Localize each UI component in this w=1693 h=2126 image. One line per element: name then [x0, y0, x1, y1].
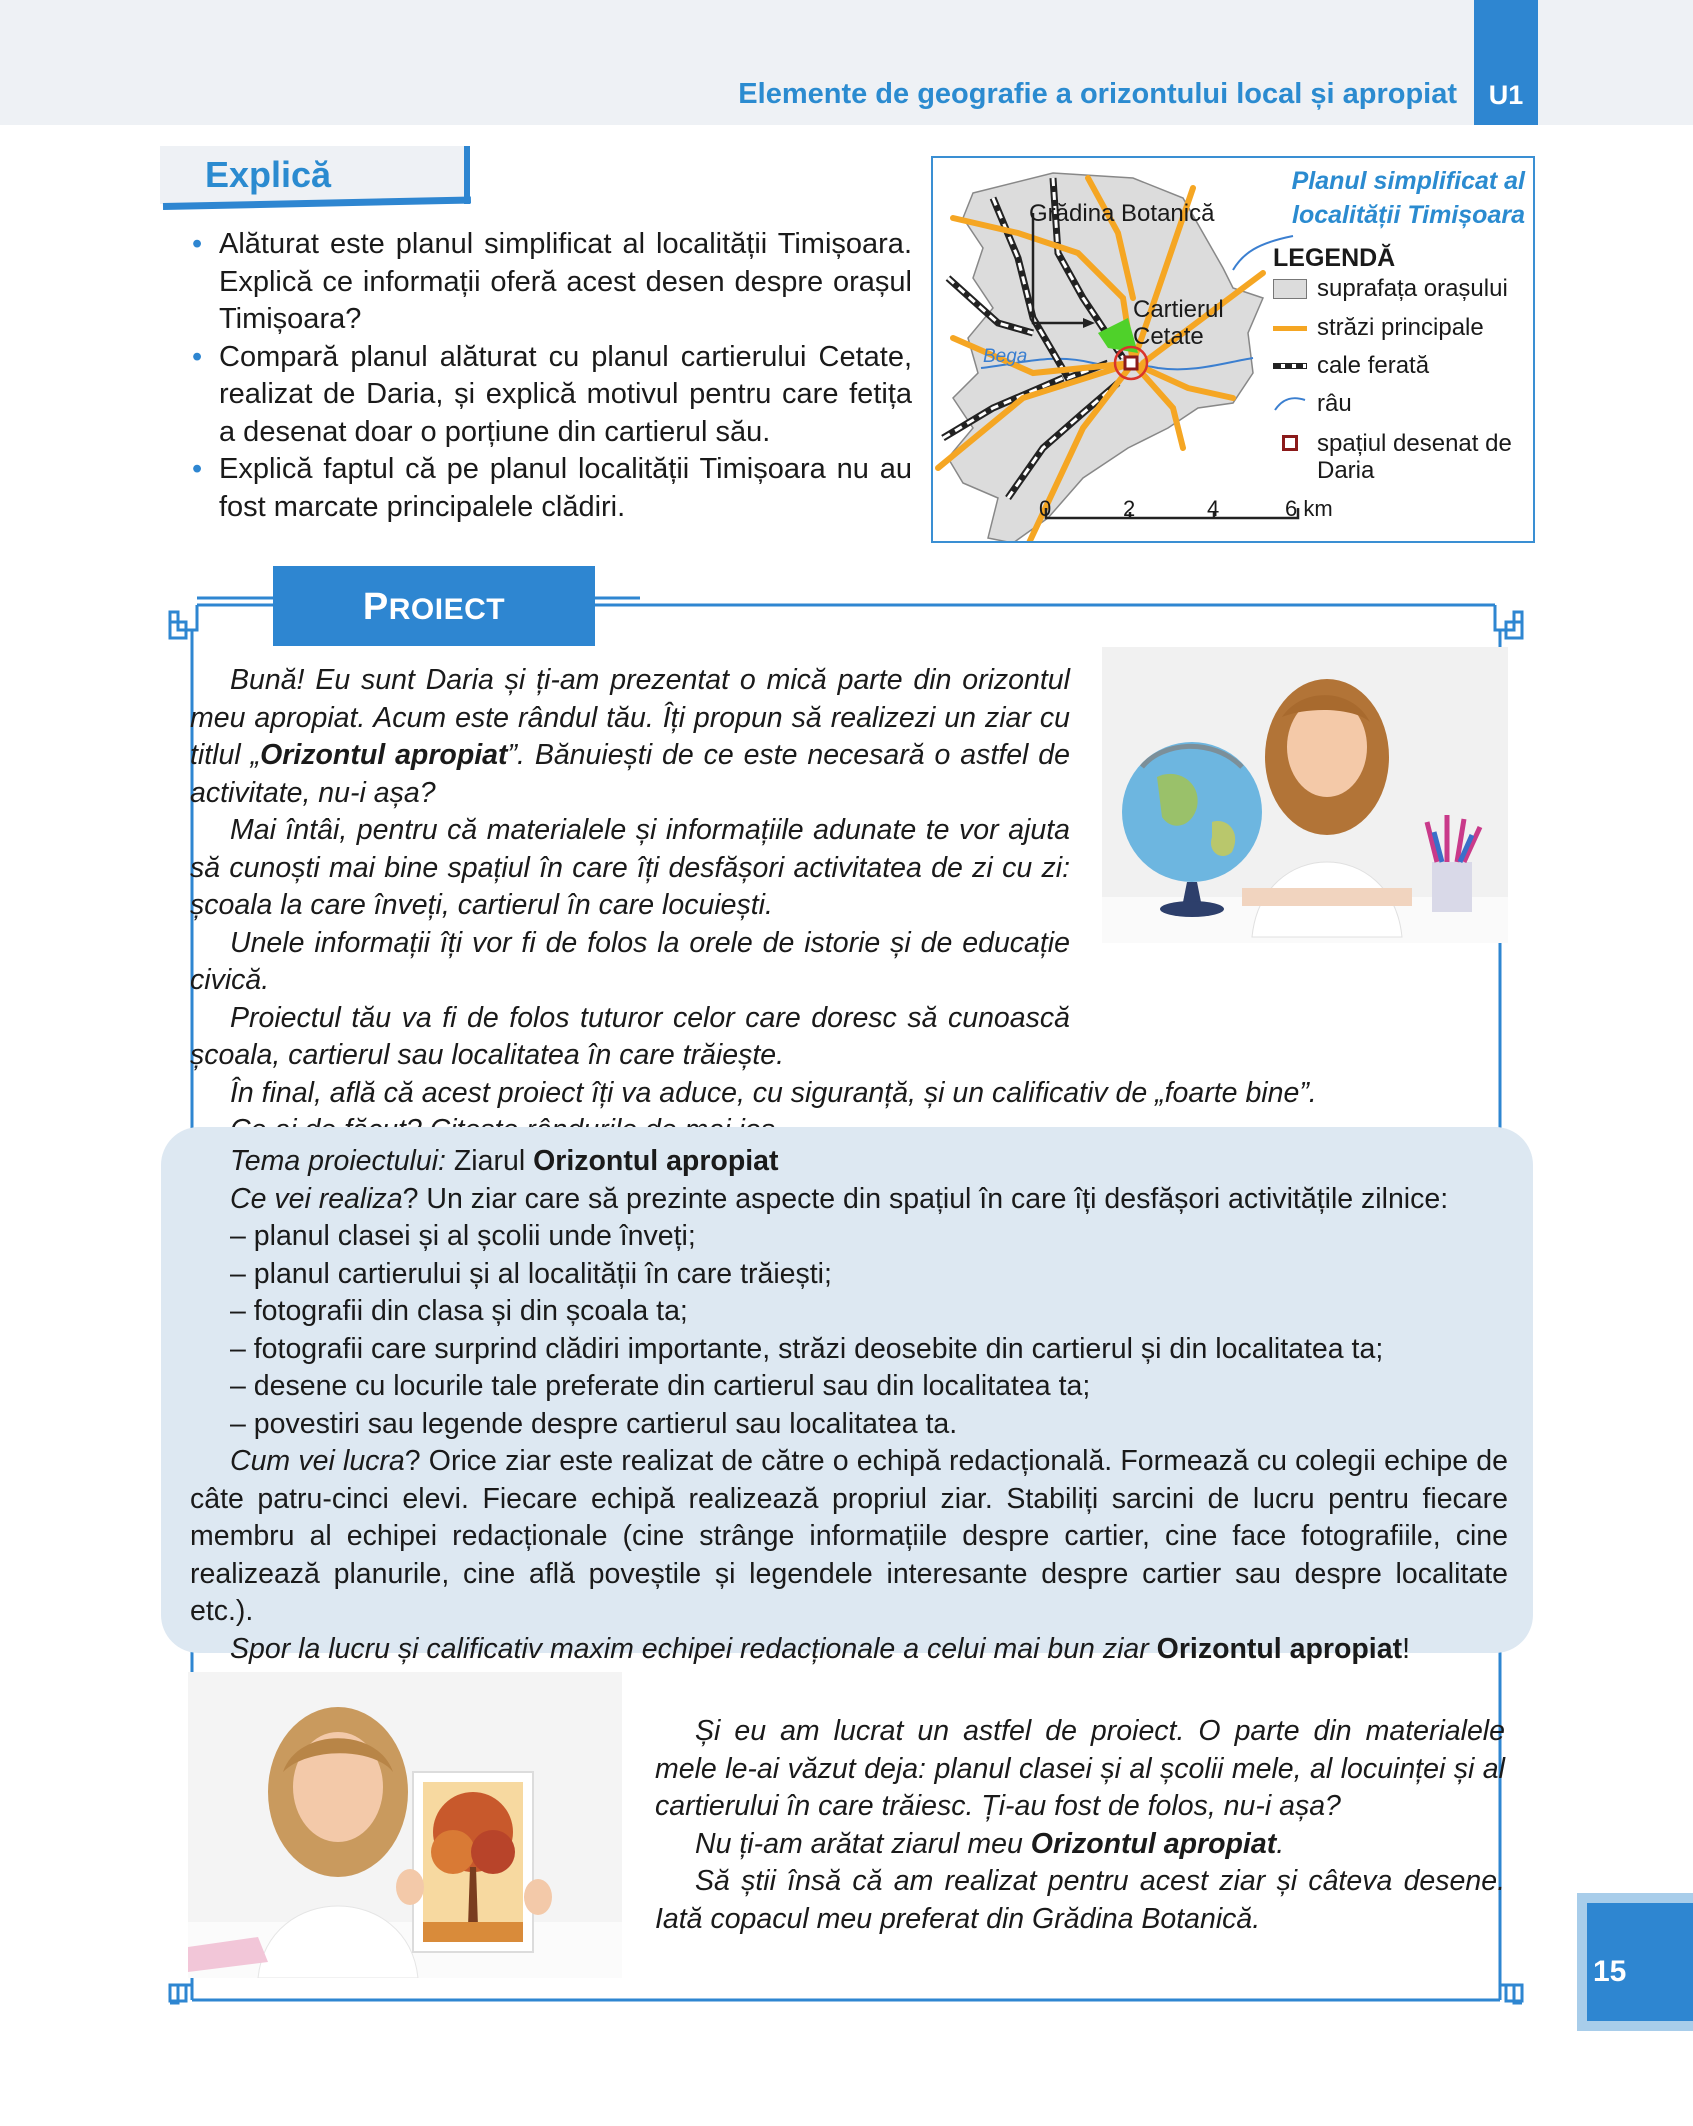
page-number-tab: [1577, 1893, 1693, 2031]
girl-globe-photo: [1102, 647, 1508, 943]
map-label-river: Bega: [983, 346, 1028, 367]
map-label-gradina: Grădina Botanică: [1029, 200, 1215, 227]
explica-item: • Explică faptul că pe planul localității Timișoara nu au fost marcate principalele clădiri.: [192, 453, 912, 523]
theme-line: Tema proiectului: Ziarul Orizontul apropiat: [230, 1145, 779, 1177]
explica-item: • Alăturat este planul simplificat al localității Timișoara. Explică ce informații oferă acest desen despre orașul Timișoara?: [192, 228, 912, 335]
theme-how: Cum vei lucra? Orice ziar este realizat de către o echipă redacțională. Formează cu colegii echipe de câte patru-cinci elevi. Fiecare echipă realizează propriul ziar. Stabiliți sarcini de lucru pentru fiecare membru al echipei redacționale (cine strânge informațiile despre cartier, cine face fotografiile, cine realizează planurile, cine află poveștile și legendele interesante despre cartier sau despre localitate etc.).: [190, 1445, 1509, 1627]
theme-list-item: – planul clasei și al școlii unde înveți;: [230, 1220, 696, 1252]
scale-label: 4: [1207, 496, 1220, 521]
theme-list-item: – fotografii din clasa și din școala ta;: [230, 1295, 688, 1327]
explica-title: Explică: [205, 154, 332, 195]
final-paragraph: Nu ți-am arătat ziarul meu Orizontul apropiat.: [695, 1827, 1285, 1860]
chapter-title: Elemente de geografie a orizontului local și apropiat: [738, 78, 1457, 110]
theme-list-item: – fotografii care surprind clădiri importante, străzi deosebite din cartierul și din localitatea ta;: [230, 1332, 1384, 1365]
proiect-title: PROIECT: [362, 586, 506, 628]
theme-question: Ce vei realiza? Un ziar care să prezinte aspecte din spațiul în care îți desfășori activitățile zilnice:: [230, 1182, 1449, 1215]
theme-closing: Spor la lucru și calificativ maxim echipei redacționale a celui mai bun ziar Orizontul apropiat!: [230, 1632, 1410, 1665]
final-paragraph: Și eu am lucrat un astfel de proiect. O parte din materialele mele le-ai văzut deja: planul clasei și al școlii mele, al locuinței și al cartierului în care trăiesc. Ți-au fost de folos, nu-i așa?: [655, 1715, 1505, 1822]
theme-list-item: – povestiri sau legende despre cartierul sau localitatea ta.: [230, 1407, 958, 1440]
legend-item-roads: străzi principale: [1273, 314, 1484, 341]
map-title: Planul simplificat al localității Timișoara: [1291, 167, 1525, 229]
proiect-heading: [273, 566, 595, 646]
unit-label: U1: [1488, 80, 1524, 110]
map-label-cartier: Cartierul Cetate: [1133, 296, 1224, 350]
scale-label: 2: [1123, 496, 1136, 521]
girl-drawing-photo: [188, 1672, 622, 1978]
legend-item-square: spațiul desenat de Daria: [1273, 430, 1517, 484]
project-theme-text: [190, 1143, 1508, 1668]
story-paragraph: Proiectul tău va fi de folos tuturor celor care doresc să cunoască școala, cartierul sau localitatea în care trăiește.: [190, 1001, 1070, 1071]
page-number-box: [1587, 1903, 1693, 2021]
bullet-icon: •: [192, 228, 203, 260]
legend-item-area: suprafața orașului: [1273, 275, 1508, 302]
bullet-icon: •: [192, 340, 203, 373]
page-number: 15: [1593, 1955, 1627, 1988]
legend-title: LEGENDĂ: [1273, 244, 1396, 272]
legend-item-rail: cale ferată: [1273, 352, 1429, 379]
project-story: [190, 662, 1317, 1150]
bullet-icon: •: [192, 453, 203, 485]
story-paragraph: Mai întâi, pentru că materialele și informațiile adunate te vor ajuta să cunoști mai bine spațiul în care îți desfășori activitatea de zi cu zi: școala la care înveți, cartierul în care locuiești.: [190, 814, 1070, 921]
legend-item-river: râu: [1273, 390, 1352, 417]
story-paragraph: Unele informații îți vor fi de folos la orele de istorie și de educație civică.: [190, 926, 1070, 996]
scale-label: 6 km: [1285, 496, 1333, 521]
theme-list-item: – desene cu locurile tale preferate din cartierul sau din localitatea ta;: [230, 1370, 1091, 1402]
final-text: [655, 1713, 1505, 1938]
scale-label: 0: [1039, 496, 1052, 521]
story-paragraph: Bună! Eu sunt Daria și ți-am prezentat o mică parte din orizontul meu apropiat. Acum este rândul tău. Îți propun să realizezi un ziar cu titlul „Orizontul apropiat”. Bănuiești de ce este necesară o astfel de activitate, nu-i așa?: [190, 664, 1070, 809]
theme-list-item: – planul cartierului și al localității în care trăiești;: [230, 1257, 832, 1290]
final-paragraph: Să știi însă că am realizat pentru acest ziar și câteva desene. Iată copacul meu preferat din Grădina Botanică.: [655, 1865, 1505, 1935]
explica-item: • Compară planul alăturat cu planul cartierului Cetate, realizat de Daria, și explică motivul pentru care fetița a desenat doar o porțiune din cartierul său.: [192, 340, 912, 448]
story-paragraph: În final, află că acest proiect îți va aduce, cu siguranță, și un calificativ de „foarte bine”.: [230, 1076, 1317, 1109]
